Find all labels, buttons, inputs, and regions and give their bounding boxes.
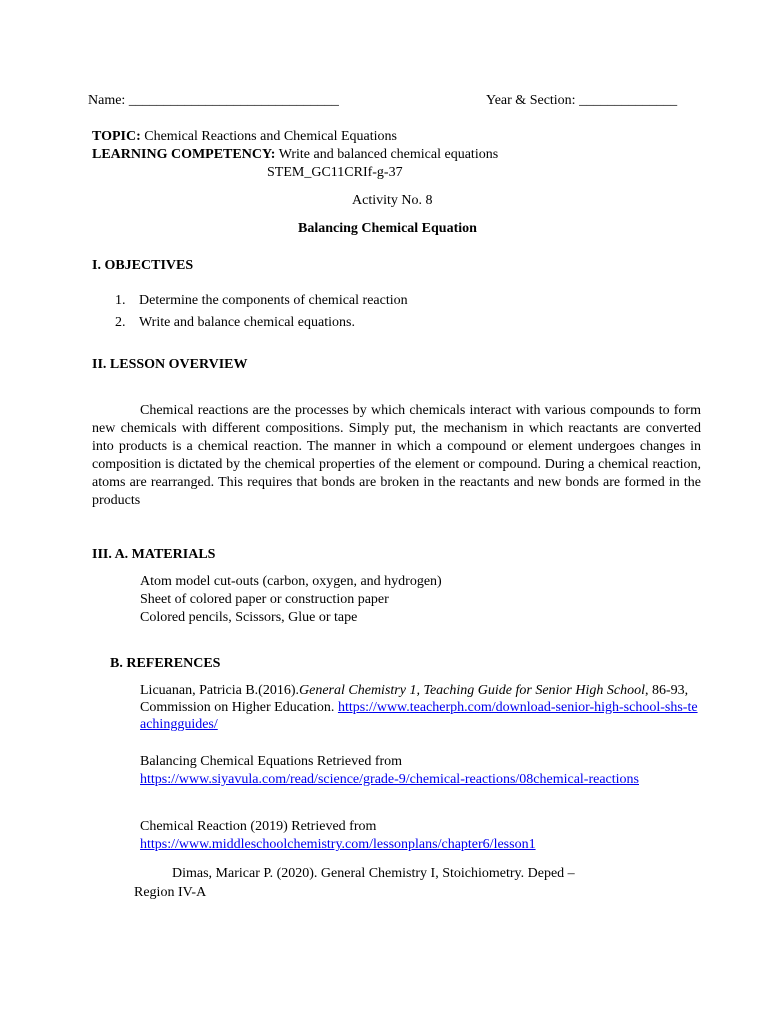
list-number: 1.: [115, 293, 126, 308]
topic-line: [92, 128, 397, 145]
materials-heading: III. A. MATERIALS: [92, 547, 216, 562]
name-label: Name:: [88, 93, 126, 108]
material-item: Colored pencils, Scissors, Glue or tape: [140, 610, 358, 625]
references-heading: B. REFERENCES: [110, 656, 221, 671]
ref2-link[interactable]: https://www.siyavula.com/read/science/grade-9/chemical-reactions/08chemical-reactions: [140, 772, 639, 787]
ref4-line2: Region IV-A: [134, 885, 207, 900]
activity-number: Activity No. 8: [352, 193, 433, 208]
activity-title: Balancing Chemical Equation: [298, 221, 477, 236]
year-section-field[interactable]: [486, 92, 677, 109]
material-item: Atom model cut-outs (carbon, oxygen, and hydrogen): [140, 574, 442, 589]
list-item: [92, 292, 408, 314]
ref3-link[interactable]: https://www.middleschoolchemistry.com/lessonplans/chapter6/lesson1: [140, 837, 536, 852]
list-text: Determine the components of chemical reaction: [139, 293, 408, 308]
material-item: Sheet of colored paper or construction paper: [140, 592, 389, 607]
competency-text: Write and balanced chemical equations: [278, 147, 499, 162]
ref2-text: Balancing Chemical Equations Retrieved from: [140, 754, 403, 769]
competency-line: [92, 146, 498, 163]
overview-heading: II. LESSON OVERVIEW: [92, 357, 248, 372]
name-field[interactable]: [88, 92, 339, 109]
ref3-text: Chemical Reaction (2019) Retrieved from: [140, 819, 377, 834]
ref1-title: General Chemistry 1, Teaching Guide for Senior High School: [299, 683, 645, 698]
ref4-line1: Dimas, Maricar P. (2020). General Chemistry I, Stoichiometry. Deped –: [172, 866, 575, 881]
list-number: 2.: [115, 315, 126, 330]
topic-label: TOPIC:: [92, 129, 141, 144]
year-section-blank[interactable]: ______________: [579, 93, 678, 108]
list-text: Write and balance chemical equations.: [139, 315, 355, 330]
name-blank[interactable]: ______________________________: [128, 93, 339, 108]
overview-paragraph: [92, 402, 701, 510]
objectives-heading: I. OBJECTIVES: [92, 258, 194, 273]
competency-label: LEARNING COMPETENCY:: [92, 147, 276, 162]
ref1-author: Licuanan, Patricia B.(2016).: [140, 683, 300, 698]
year-section-label: Year & Section:: [486, 93, 576, 108]
ref1-link[interactable]: https://www.teacherph.com/download-senior-high-school-shs-teachingguides/: [140, 700, 698, 732]
list-item: [92, 314, 408, 336]
competency-code: STEM_GC11CRIf-g-37: [267, 165, 403, 180]
overview-text: Chemical reactions are the processes by which chemicals interact with various compounds to form new chemicals with different compositions. Simply put, the mechanism in which reactants are converted into products is a chemical reaction. The manner in which a compound or element undergoes changes in composition is dictated by the chemical properties of the element or compound. During a chemical reaction, atoms are rearranged. This requires that bonds are broken in the reactants and new bonds are formed in the products: [92, 403, 701, 508]
objectives-list: [92, 292, 408, 336]
reference-1: [140, 682, 700, 733]
topic-text: Chemical Reactions and Chemical Equations: [144, 129, 397, 144]
ref1-rest: , 86-93, Commission on Higher Education.: [140, 683, 689, 715]
